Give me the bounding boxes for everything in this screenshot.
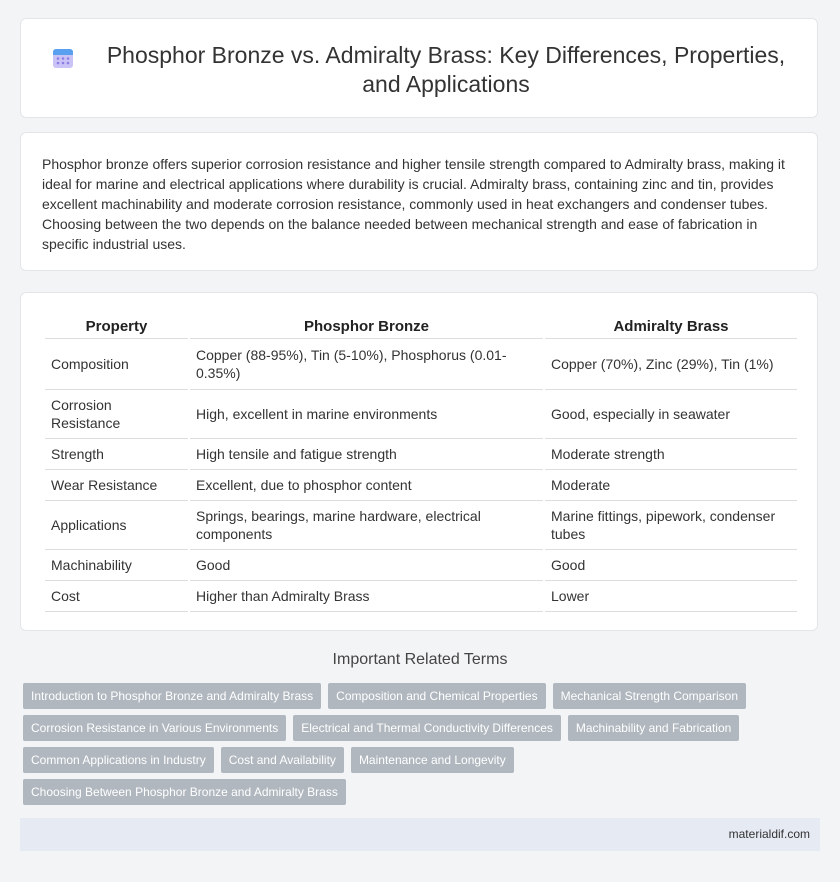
table-row bbox=[45, 390, 797, 439]
related-term-tag[interactable]: Corrosion Resistance in Various Environments bbox=[23, 715, 286, 741]
cell-property: Strength bbox=[45, 439, 188, 470]
cell-phosphor-bronze: Springs, bearings, marine hardware, electrical components bbox=[190, 501, 543, 550]
cell-property: Composition bbox=[45, 339, 188, 390]
table-row bbox=[45, 339, 797, 390]
intro-card bbox=[20, 132, 818, 271]
cell-admiralty-brass: Good, especially in seawater bbox=[545, 390, 797, 439]
cell-property: Corrosion Resistance bbox=[45, 390, 188, 439]
footer-site-link[interactable]: materialdif.com bbox=[728, 827, 810, 841]
related-term-tag[interactable]: Common Applications in Industry bbox=[23, 747, 214, 773]
cell-property: Machinability bbox=[45, 550, 188, 581]
cell-phosphor-bronze: High, excellent in marine environments bbox=[190, 390, 543, 439]
table-row bbox=[45, 439, 797, 470]
related-term-tag[interactable]: Maintenance and Longevity bbox=[351, 747, 514, 773]
table-row bbox=[45, 501, 797, 550]
related-terms-list bbox=[23, 683, 783, 805]
cell-property: Cost bbox=[45, 581, 188, 612]
related-term-tag[interactable]: Introduction to Phosphor Bronze and Admiralty Brass bbox=[23, 683, 321, 709]
cell-admiralty-brass: Marine fittings, pipework, condenser tubes bbox=[545, 501, 797, 550]
cell-phosphor-bronze: Good bbox=[190, 550, 543, 581]
related-term-tag[interactable]: Cost and Availability bbox=[221, 747, 344, 773]
header-property: Property bbox=[45, 316, 188, 339]
cell-phosphor-bronze: Excellent, due to phosphor content bbox=[190, 470, 543, 501]
cell-phosphor-bronze: Copper (88-95%), Tin (5-10%), Phosphorus (0.01-0.35%) bbox=[190, 339, 543, 390]
cell-admiralty-brass: Copper (70%), Zinc (29%), Tin (1%) bbox=[545, 339, 797, 390]
table-row bbox=[45, 581, 797, 612]
calendar-icon bbox=[51, 46, 75, 70]
intro-paragraph: Phosphor bronze offers superior corrosion resistance and higher tensile strength compared to Admiralty brass, making it ideal for marine and electrical applications where durability is crucial. Admiralty brass, containing zinc and tin, provides excellent machinability and moderate corrosion resistance, commonly used in heat exchangers and condenser tubes. Choosing between the two depends on the balance needed between mechanical strength and ease of fabrication in specific industrial uses. bbox=[42, 156, 785, 252]
table-header-row bbox=[45, 316, 797, 339]
cell-property: Applications bbox=[45, 501, 188, 550]
page-title: Phosphor Bronze vs. Admiralty Brass: Key Differences, Properties, and Applications bbox=[106, 42, 786, 97]
header-phosphor-bronze: Phosphor Bronze bbox=[190, 316, 543, 339]
cell-admiralty-brass: Moderate strength bbox=[545, 439, 797, 470]
title-card bbox=[20, 18, 818, 118]
related-term-tag[interactable]: Mechanical Strength Comparison bbox=[553, 683, 746, 709]
related-term-tag[interactable]: Choosing Between Phosphor Bronze and Admiralty Brass bbox=[23, 779, 346, 805]
table-row bbox=[45, 550, 797, 581]
cell-property: Wear Resistance bbox=[45, 470, 188, 501]
related-term-tag[interactable]: Composition and Chemical Properties bbox=[328, 683, 545, 709]
header-admiralty-brass: Admiralty Brass bbox=[545, 316, 797, 339]
cell-admiralty-brass: Moderate bbox=[545, 470, 797, 501]
cell-admiralty-brass: Lower bbox=[545, 581, 797, 612]
cell-phosphor-bronze: Higher than Admiralty Brass bbox=[190, 581, 543, 612]
related-terms-title: Important Related Terms bbox=[332, 651, 508, 668]
cell-admiralty-brass: Good bbox=[545, 550, 797, 581]
comparison-card bbox=[20, 292, 818, 631]
footer bbox=[20, 818, 820, 851]
related-term-tag[interactable]: Machinability and Fabrication bbox=[568, 715, 739, 741]
cell-phosphor-bronze: High tensile and fatigue strength bbox=[190, 439, 543, 470]
related-term-tag[interactable]: Electrical and Thermal Conductivity Differences bbox=[293, 715, 561, 741]
comparison-table bbox=[43, 316, 799, 612]
table-row bbox=[45, 470, 797, 501]
